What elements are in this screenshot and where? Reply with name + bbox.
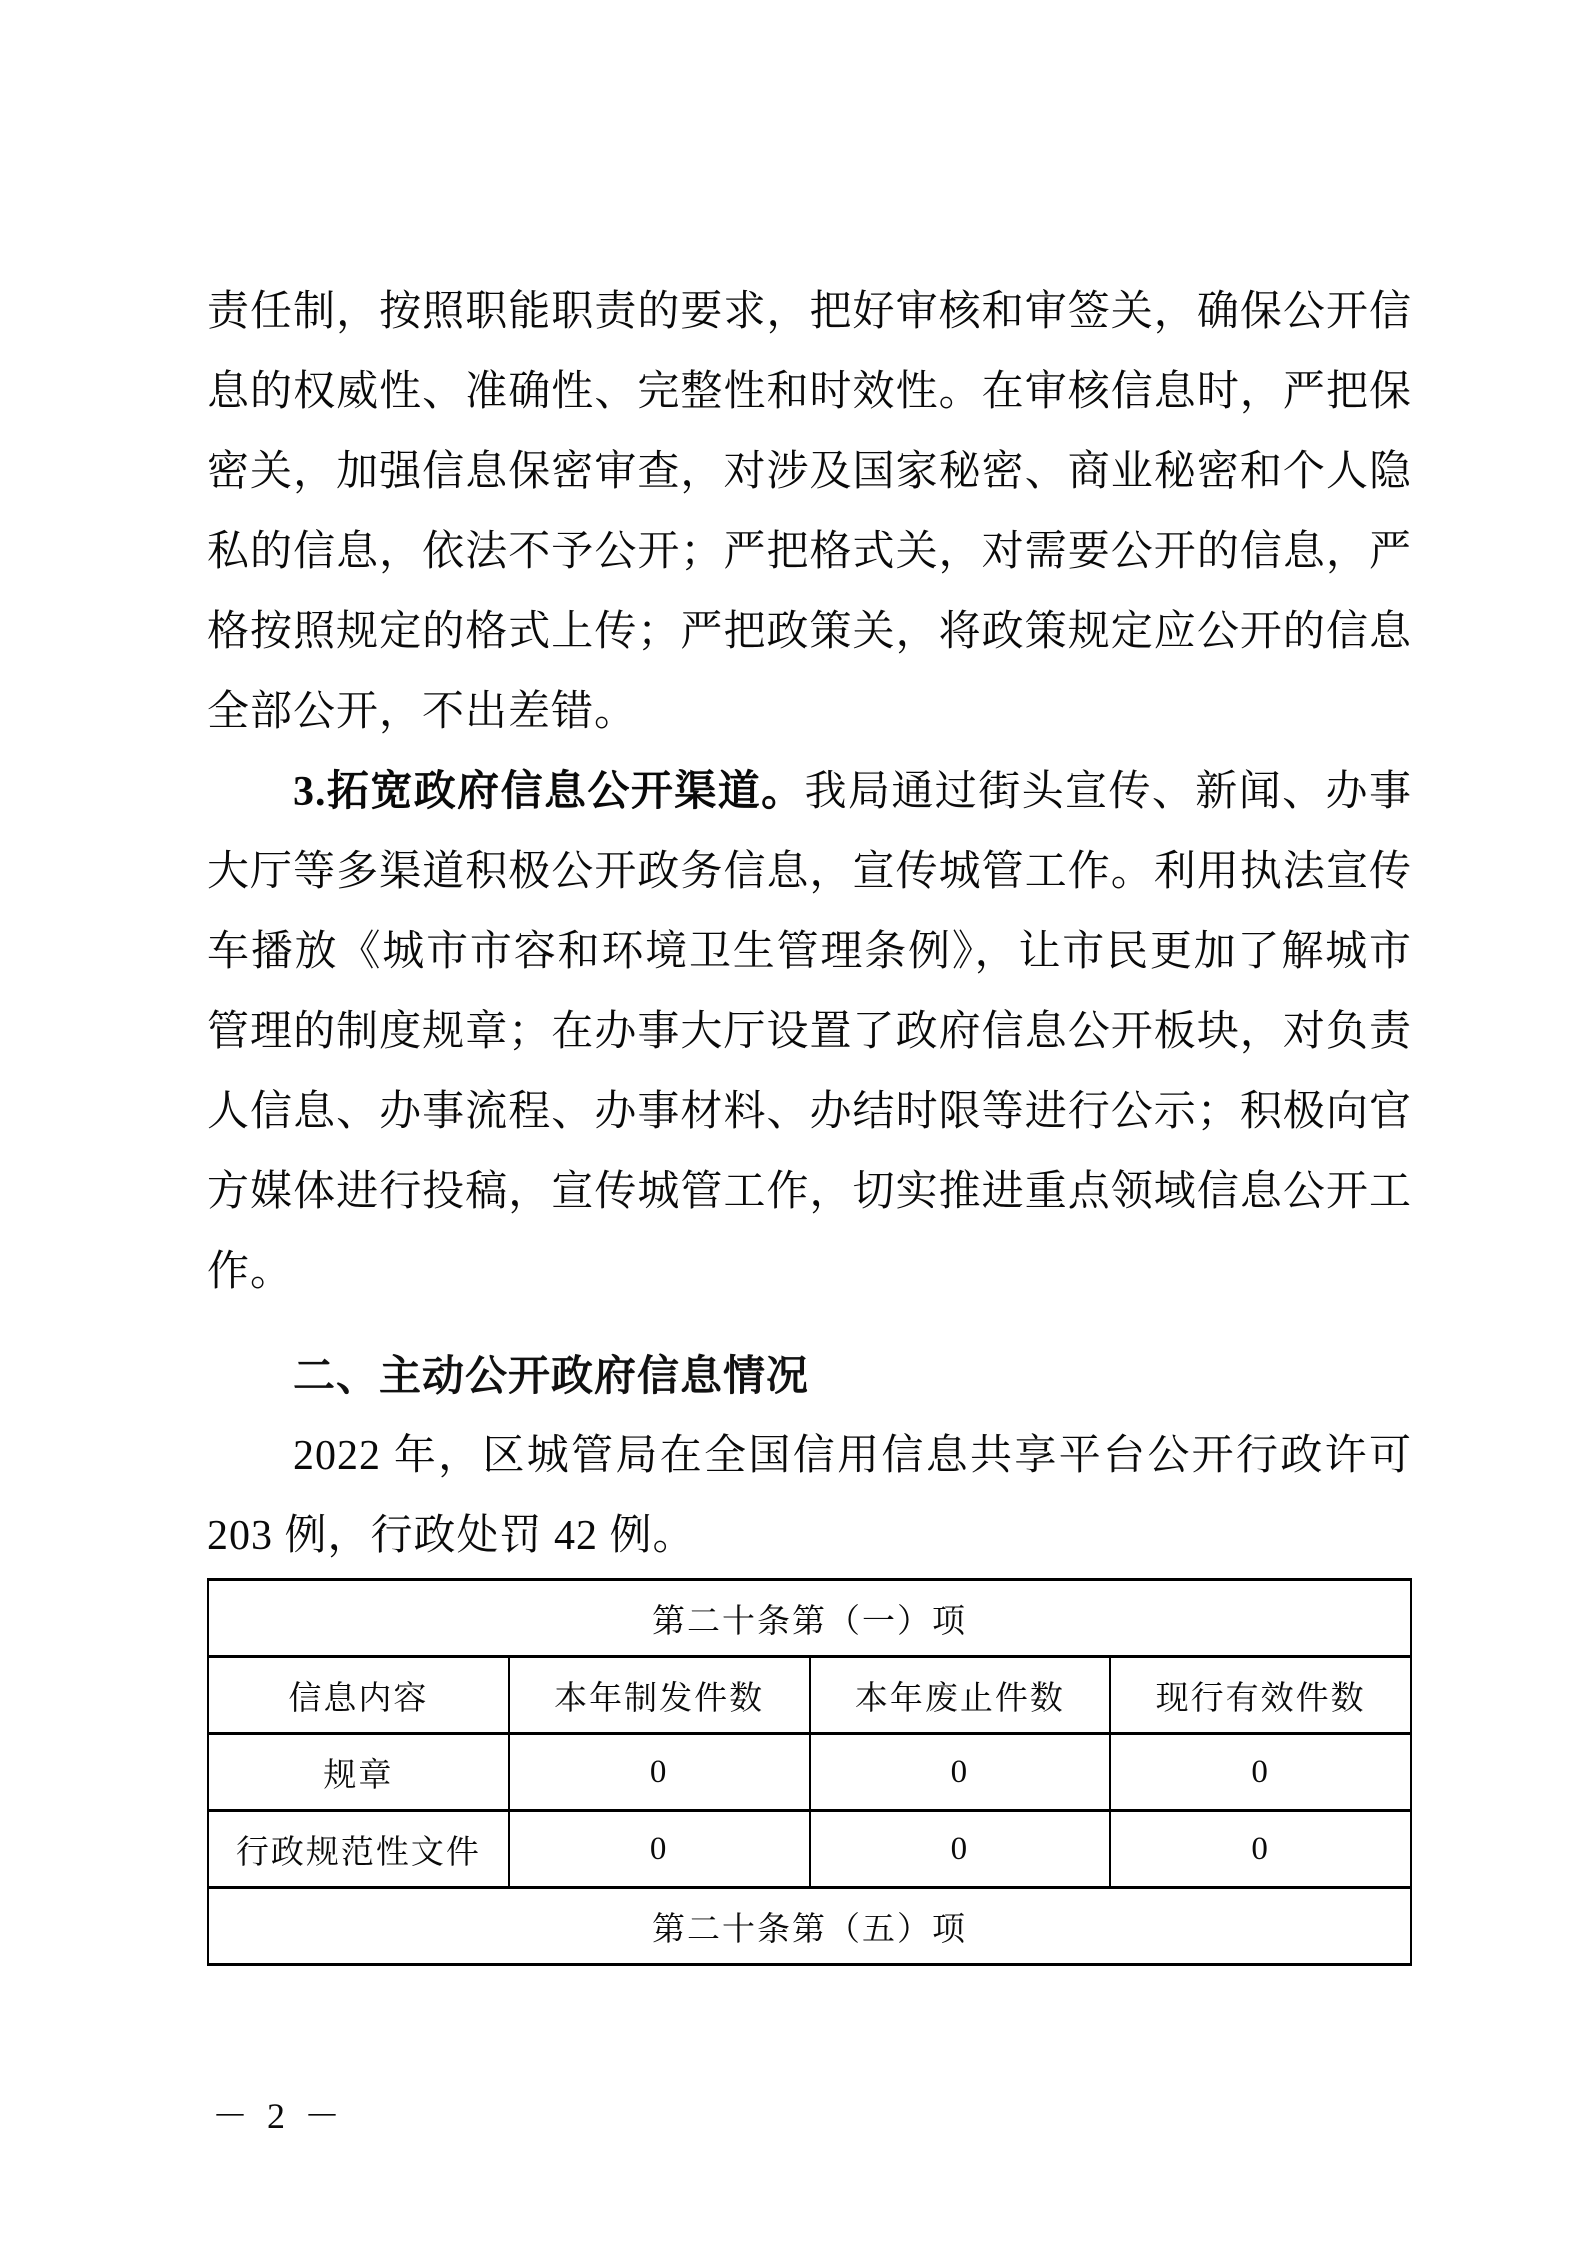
table-row-regulations (208, 1734, 1411, 1811)
table-header-issued-this-year: 本年制发件数 (509, 1657, 810, 1734)
paragraph-statistics: 2022 年，区城管局在全国信用信息共享平台公开行政许可 203 例，行政处罚 42 例。 (207, 1433, 1412, 1559)
table-span-row-top (208, 1580, 1411, 1657)
paragraph-channels-text: 我局通过街头宣传、新闻、办事大厅等多渠道积极公开政务信息，宣传城管工作。利用执法宣传车播放《城市市容和环境卫生管理条例》，让市民更加了解城市管理的制度规章；在办事大厅设置了政府信息公开板块，对负责人信息、办事流程、办事材料、办结时限等进行公示；积极向官方媒体进行投稿，宣传城管工作，切实推进重点领域信息公开工作。 (207, 769, 1412, 1295)
table-cell-value: 0 (509, 1734, 810, 1811)
paragraph-lead-bold: 3.拓宽政府信息公开渠道。 (293, 769, 805, 815)
table-caption-article20-item5: 第二十条第（五）项 (208, 1888, 1411, 1965)
table-cell-value: 0 (1110, 1811, 1411, 1888)
section-heading-active-disclosure: 二、主动公开政府信息情况 (293, 1352, 810, 1399)
table-cell-value: 0 (810, 1734, 1111, 1811)
table-header-repealed-this-year: 本年废止件数 (810, 1657, 1111, 1734)
table-cell-label: 行政规范性文件 (208, 1811, 509, 1888)
document-content (207, 272, 1412, 1966)
table-caption-article20-item1: 第二十条第（一）项 (208, 1580, 1411, 1657)
paragraph-review-responsibility: 责任制，按照职能职责的要求，把好审核和审签关，确保公开信息的权威性、准确性、完整性和时效性。在审核信息时，严把保密关，加强信息保密审查，对涉及国家秘密、商业秘密和个人隐私的信息，依法不予公开；严把格式关，对需要公开的信息，严格按照规定的格式上传；严把政策关，将政策规定应公开的信息全部公开，不出差错。 (207, 289, 1412, 735)
table-header-row (208, 1657, 1411, 1734)
table-cell-value: 0 (509, 1811, 810, 1888)
table-cell-value: 0 (810, 1811, 1111, 1888)
table-header-info-content: 信息内容 (208, 1657, 509, 1734)
table-row-normative-documents (208, 1811, 1411, 1888)
table-cell-value: 0 (1110, 1734, 1411, 1811)
table-header-currently-effective: 现行有效件数 (1110, 1657, 1411, 1734)
page-number: － 2 － (212, 2096, 346, 2136)
table-span-row-bottom (208, 1888, 1411, 1965)
table-cell-label: 规章 (208, 1734, 509, 1811)
paragraph-disclosure-channels (207, 752, 1412, 1312)
statistics-table (207, 1578, 1412, 1966)
